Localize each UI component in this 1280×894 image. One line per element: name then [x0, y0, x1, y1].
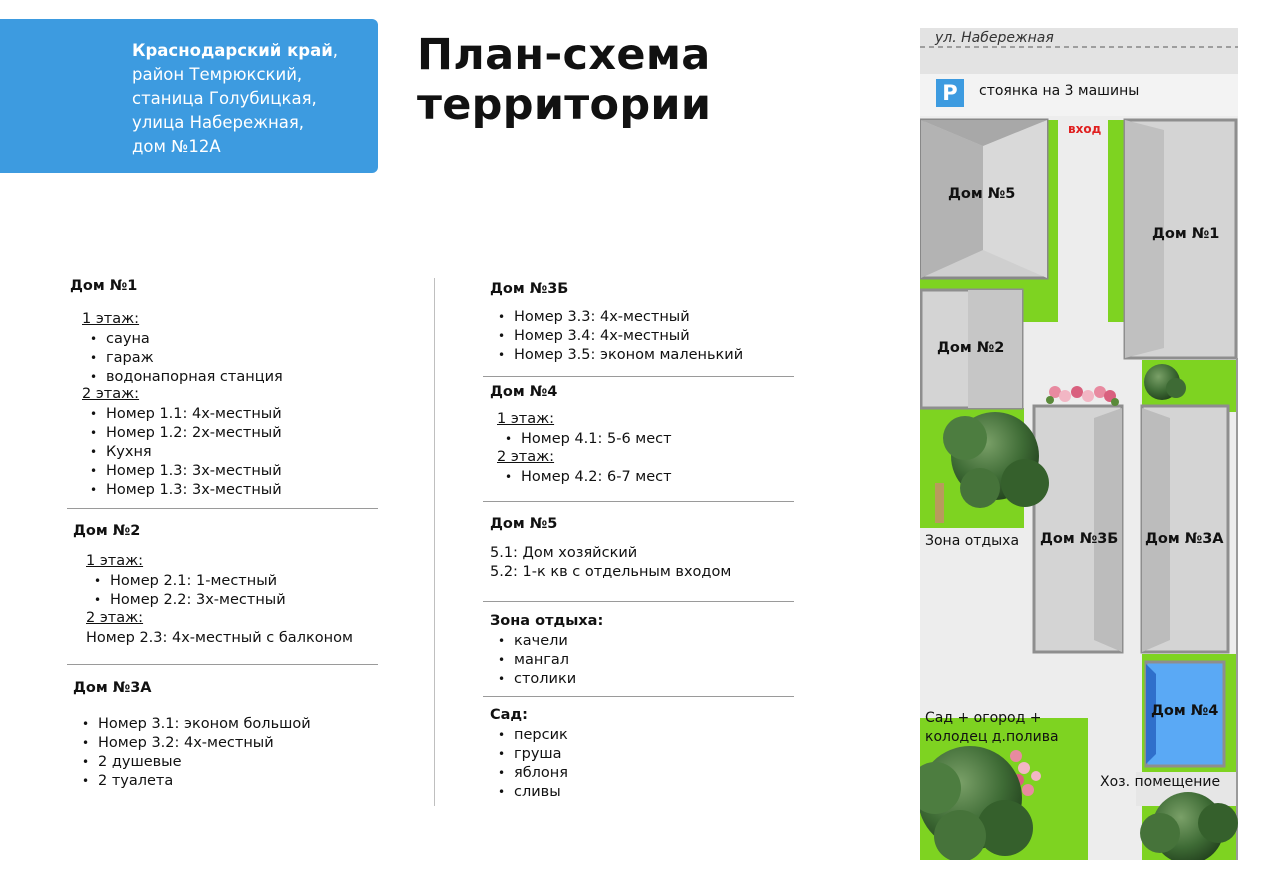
- list-item: • Номер 2.2: 3х-местный: [94, 591, 286, 610]
- rest-title: Зона отдыха:: [490, 613, 604, 629]
- list-item: • Номер 3.2: 4х-местный: [82, 734, 311, 753]
- list-item: • 2 душевые: [82, 753, 311, 772]
- address-box: [0, 19, 378, 173]
- flowers-top: [1046, 386, 1119, 406]
- garden-title: Сад:: [490, 707, 528, 723]
- address-comma: ,: [332, 41, 339, 60]
- list-item: • мангал: [498, 651, 576, 670]
- list-item: • Номер 4.1: 5-6 мест: [505, 430, 672, 449]
- house2-title: Дом №2: [73, 523, 141, 539]
- territory-map: [920, 28, 1238, 860]
- list-item: • Номер 2.1: 1-местный: [94, 572, 286, 591]
- house3b-title: Дом №3Б: [490, 281, 569, 297]
- map-house4-label: Дом №4: [1151, 703, 1219, 719]
- list-item: • Номер 3.4: 4х-местный: [498, 327, 743, 346]
- divider: [483, 696, 794, 697]
- map-house3a-label: Дом №3А: [1145, 531, 1224, 547]
- address-region: Краснодарский край: [132, 41, 333, 60]
- bench: [935, 483, 944, 523]
- garden-list: [498, 726, 568, 802]
- address-street: улица Набережная,: [132, 113, 305, 132]
- list-item: • груша: [498, 745, 568, 764]
- map-utility-label: Хоз. помещение: [1100, 774, 1221, 790]
- list-item: • качели: [498, 632, 576, 651]
- house2-floor2: 2 этаж:: [86, 610, 144, 626]
- map-garden-label-1: Сад + огород +: [925, 710, 1042, 726]
- house4-floor1: 1 этаж:: [497, 411, 555, 427]
- house3a-title: Дом №3А: [73, 680, 152, 696]
- list-item: • Номер 4.2: 6-7 мест: [505, 468, 672, 487]
- house1-floor1-list: [90, 330, 283, 387]
- divider: [483, 601, 794, 602]
- map-house5-label: Дом №5: [948, 186, 1016, 202]
- house1-title: Дом №1: [70, 278, 138, 294]
- list-item: • Номер 3.5: эконом маленький: [498, 346, 743, 365]
- street-name: ул. Набережная: [935, 30, 1054, 46]
- rest-list: [498, 632, 576, 689]
- list-item: • Номер 1.3: 3х-местный: [90, 481, 282, 500]
- map-house1-label: Дом №1: [1152, 226, 1220, 242]
- house2-floor1: 1 этаж:: [86, 553, 144, 569]
- map-house2-label: Дом №2: [937, 340, 1005, 356]
- list-item: • Номер 1.1: 4х-местный: [90, 405, 282, 424]
- list-item: • Номер 3.1: эконом большой: [82, 715, 311, 734]
- house4-title: Дом №4: [490, 384, 558, 400]
- address-village: станица Голубицкая,: [132, 89, 317, 108]
- list-item: • 2 туалета: [82, 772, 311, 791]
- map-rest-zone-label: Зона отдыха: [925, 533, 1020, 549]
- house3b-roof-side: [1094, 408, 1122, 652]
- house1-floor2-list: [90, 405, 282, 500]
- house1-floor1: 1 этаж:: [82, 311, 140, 327]
- list-item: • яблоня: [498, 764, 568, 783]
- house4-floor1-list: [505, 430, 672, 449]
- house4-floor2-list: [505, 468, 672, 487]
- house2-floor1-list: [94, 572, 286, 610]
- list-item: • Кухня: [90, 443, 282, 462]
- list-item: • водонапорная станция: [90, 368, 283, 387]
- map-garden-label-2: колодец д.полива: [925, 729, 1059, 745]
- list-item: • Номер 1.3: 3х-местный: [90, 462, 282, 481]
- list-item: • персик: [498, 726, 568, 745]
- fence-right: [1236, 358, 1238, 860]
- list-item: • сливы: [498, 783, 568, 802]
- divider: [483, 501, 794, 502]
- page-title-line2: территории: [417, 80, 712, 130]
- parking-icon: P: [936, 79, 964, 107]
- house3b-list: [498, 308, 743, 365]
- entrance-label: вход: [1068, 122, 1102, 136]
- divider: [483, 376, 794, 377]
- list-item: • гараж: [90, 349, 283, 368]
- house5-line1: 5.1: Дом хозяйский: [490, 545, 638, 561]
- map-house3b-label: Дом №3Б: [1040, 531, 1119, 547]
- list-item: • Номер 3.3: 4х-местный: [498, 308, 743, 327]
- address-district: район Темрюкский,: [132, 65, 303, 84]
- house3a-list: [82, 715, 311, 791]
- page-title: [417, 30, 711, 130]
- divider: [67, 508, 378, 509]
- list-item: • столики: [498, 670, 576, 689]
- house4-floor2: 2 этаж:: [497, 449, 555, 465]
- page-title-line1: План-схема: [417, 30, 711, 80]
- house5-line2: 5.2: 1-к кв с отдельным входом: [490, 564, 732, 580]
- house2-floor2-text: Номер 2.3: 4х-местный с балконом: [86, 630, 353, 646]
- divider: [67, 664, 378, 665]
- grass-strip-right: [1108, 120, 1124, 322]
- column-divider: [434, 278, 435, 806]
- list-item: • сауна: [90, 330, 283, 349]
- address-house: дом №12А: [132, 137, 221, 156]
- house1-floor2: 2 этаж:: [82, 386, 140, 402]
- parking-label: стоянка на 3 машины: [979, 83, 1140, 99]
- list-item: • Номер 1.2: 2х-местный: [90, 424, 282, 443]
- house3a-roof-side: [1142, 408, 1170, 652]
- house5-title: Дом №5: [490, 516, 558, 532]
